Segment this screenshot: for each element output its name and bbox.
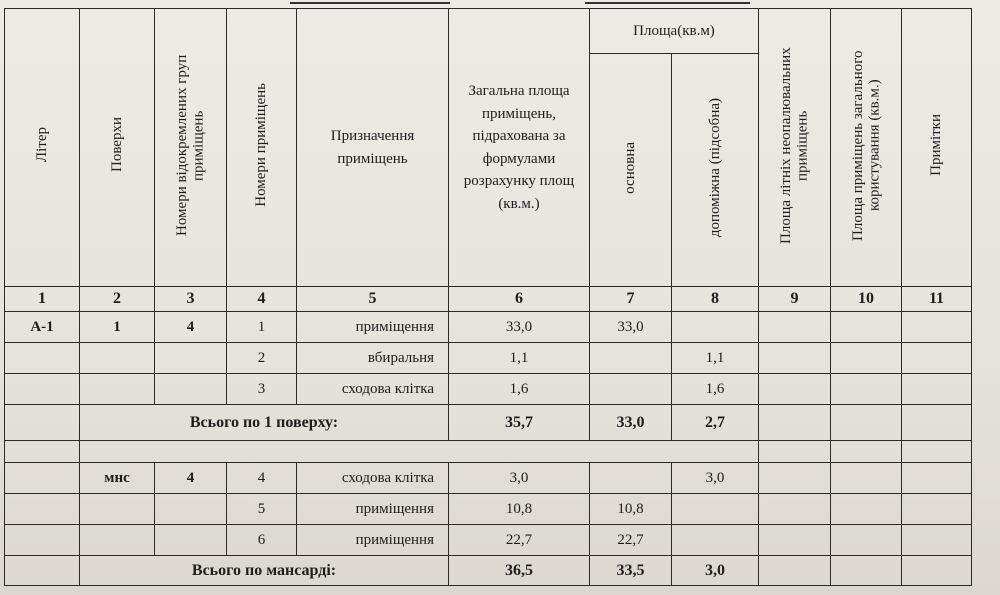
- cell-notes: [902, 525, 972, 556]
- total-label: Всього по 1 поверху:: [80, 405, 449, 441]
- col-num-5: 5: [297, 287, 449, 312]
- cell-main: 22,7: [590, 525, 672, 556]
- cell-aux: [672, 494, 759, 525]
- col-num-10: 10: [831, 287, 902, 312]
- cell-total: 1,1: [449, 343, 590, 374]
- header-floors: Поверхи: [80, 9, 155, 287]
- cell-liter: [5, 525, 80, 556]
- cell-liter: [5, 494, 80, 525]
- cell-total: 3,0: [449, 463, 590, 494]
- col-num-6: 6: [449, 287, 590, 312]
- col-num-1: 1: [5, 287, 80, 312]
- cell-main: [590, 463, 672, 494]
- cell-group: [155, 525, 227, 556]
- total-main-value: 33,5: [590, 556, 672, 586]
- col-num-2: 2: [80, 287, 155, 312]
- table-row: [5, 343, 972, 374]
- cell-notes: [902, 374, 972, 405]
- table-row: [5, 525, 972, 556]
- header-area-group: Площа(кв.м): [590, 9, 759, 54]
- top-underlines: [0, 0, 1000, 8]
- cell-common: [831, 525, 902, 556]
- cell-floor: 1: [80, 312, 155, 343]
- header-notes: Примітки: [902, 9, 972, 287]
- cell-liter: А-1: [5, 312, 80, 343]
- cell-liter: [5, 374, 80, 405]
- column-number-row: [5, 287, 972, 312]
- cell-summer: [759, 556, 831, 586]
- col-num-8: 8: [672, 287, 759, 312]
- cell-total: 1,6: [449, 374, 590, 405]
- cell-summer: [759, 374, 831, 405]
- col-num-9: 9: [759, 287, 831, 312]
- cell-notes: [902, 494, 972, 525]
- cell-common: [831, 312, 902, 343]
- cell-group: 4: [155, 463, 227, 494]
- spacer-row: [5, 441, 972, 463]
- cell-floor: [80, 494, 155, 525]
- header-summer-area: Площа літніх неопалювальних приміщень: [759, 9, 831, 287]
- cell-purpose: приміщення: [297, 525, 449, 556]
- cell-room: 6: [227, 525, 297, 556]
- cell-room: 1: [227, 312, 297, 343]
- cell-summer: [759, 312, 831, 343]
- total-row-floor1: [5, 405, 972, 441]
- table-row: [5, 463, 972, 494]
- cell-aux: [672, 312, 759, 343]
- cell-purpose: вбиральня: [297, 343, 449, 374]
- cell-aux: 3,0: [672, 463, 759, 494]
- total-aux-value: 2,7: [672, 405, 759, 441]
- col-num-3: 3: [155, 287, 227, 312]
- cell-aux: 1,1: [672, 343, 759, 374]
- cell-notes: [902, 343, 972, 374]
- cell-main: 10,8: [590, 494, 672, 525]
- header-row-1: [5, 9, 972, 54]
- col-num-4: 4: [227, 287, 297, 312]
- cell-liter: [5, 463, 80, 494]
- cell-total: 33,0: [449, 312, 590, 343]
- cell-notes: [902, 463, 972, 494]
- table-row: [5, 312, 972, 343]
- table-row: [5, 494, 972, 525]
- cell-aux: 1,6: [672, 374, 759, 405]
- cell-liter: [5, 556, 80, 586]
- cell-summer: [759, 525, 831, 556]
- cell-purpose: приміщення: [297, 494, 449, 525]
- cell-notes: [902, 556, 972, 586]
- cell-floor: мнс: [80, 463, 155, 494]
- cell-purpose: сходова клітка: [297, 374, 449, 405]
- total-aux-value: 3,0: [672, 556, 759, 586]
- total-main-value: 33,0: [590, 405, 672, 441]
- col-num-7: 7: [590, 287, 672, 312]
- cell-total: 10,8: [449, 494, 590, 525]
- header-group-numbers: Номери відокремлених груп приміщень: [155, 9, 227, 287]
- room-area-table: [4, 8, 972, 586]
- cell-summer: [759, 343, 831, 374]
- cell-floor: [80, 374, 155, 405]
- header-room-numbers: Номери приміщень: [227, 9, 297, 287]
- cell-group: 4: [155, 312, 227, 343]
- cell-group: [155, 343, 227, 374]
- cell-aux: [672, 525, 759, 556]
- total-area-value: 36,5: [449, 556, 590, 586]
- cell-purpose: сходова клітка: [297, 463, 449, 494]
- cell-liter: [5, 343, 80, 374]
- cell-room: 5: [227, 494, 297, 525]
- table-row: [5, 374, 972, 405]
- cell-floor: [80, 343, 155, 374]
- cell-common: [831, 405, 902, 441]
- cell-room: 4: [227, 463, 297, 494]
- header-auxiliary: допоміжна (підсобна): [672, 54, 759, 287]
- cell-room: 3: [227, 374, 297, 405]
- cell-floor: [80, 525, 155, 556]
- cell-room: 2: [227, 343, 297, 374]
- cell-common: [831, 556, 902, 586]
- header-main: основна: [590, 54, 672, 287]
- total-label: Всього по мансарді:: [80, 556, 449, 586]
- col-num-11: 11: [902, 287, 972, 312]
- cell-main: 33,0: [590, 312, 672, 343]
- cell-summer: [759, 494, 831, 525]
- cell-common: [831, 343, 902, 374]
- header-liter: Літер: [5, 9, 80, 287]
- header-common-area: Площа приміщень загального користування (кв.м.): [831, 9, 902, 287]
- cell-common: [831, 494, 902, 525]
- total-area-value: 35,7: [449, 405, 590, 441]
- cell-common: [831, 463, 902, 494]
- cell-common: [831, 374, 902, 405]
- cell-liter: [5, 405, 80, 441]
- cell-notes: [902, 312, 972, 343]
- cell-total: 22,7: [449, 525, 590, 556]
- cell-group: [155, 374, 227, 405]
- cell-summer: [759, 463, 831, 494]
- cell-group: [155, 494, 227, 525]
- cell-summer: [759, 405, 831, 441]
- header-total-area: Загальна площа приміщень, підрахована за формулами розрахунку площ (кв.м.): [449, 9, 590, 287]
- cell-main: [590, 343, 672, 374]
- total-row-mansard: [5, 556, 972, 586]
- header-purpose: Призначення приміщень: [297, 9, 449, 287]
- cell-purpose: приміщення: [297, 312, 449, 343]
- cell-notes: [902, 405, 972, 441]
- cell-main: [590, 374, 672, 405]
